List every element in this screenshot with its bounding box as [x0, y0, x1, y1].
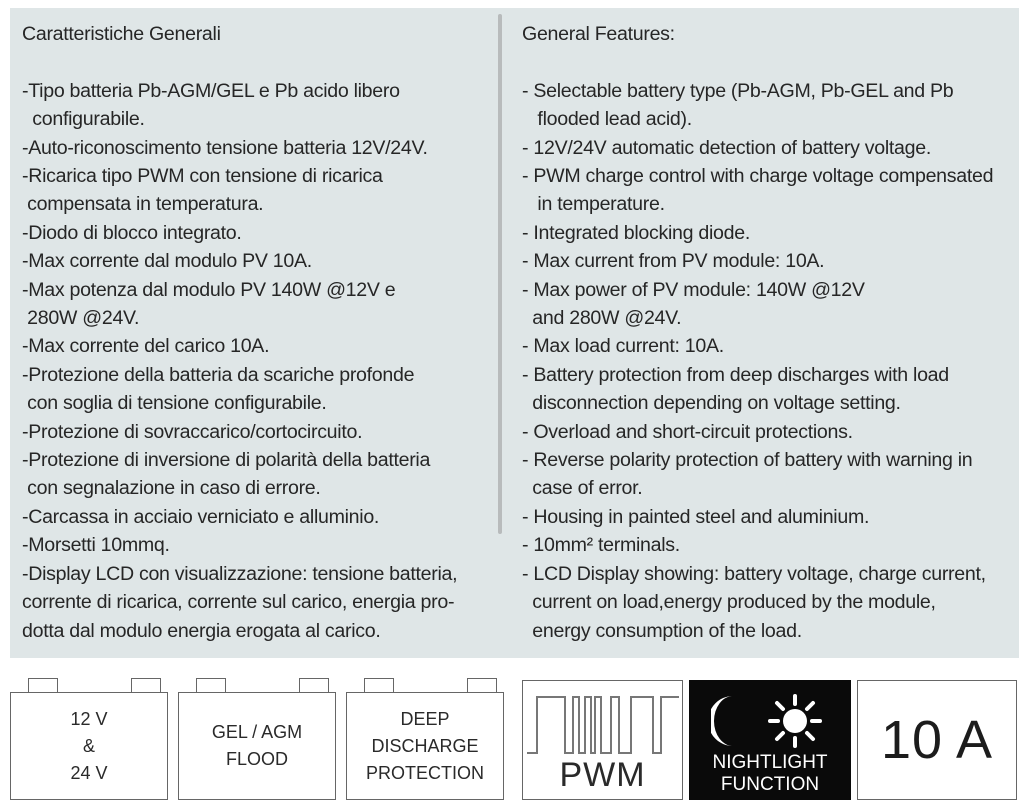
features-panel — [10, 8, 1019, 658]
english-line: flooded lead acid). — [522, 108, 692, 131]
italian-title: Caratteristiche Generali — [22, 23, 221, 45]
english-line: - 12V/24V automatic detection of battery voltage. — [522, 136, 931, 159]
english-line: - Max load current: 10A. — [522, 335, 724, 358]
italian-line: -Protezione di inversione di polarità della batteria — [22, 449, 431, 472]
voltage-label: 12 V & 24 V — [70, 708, 108, 783]
italian-features — [22, 20, 492, 645]
column-divider — [498, 14, 502, 534]
english-line: - 10mm² terminals. — [522, 534, 680, 557]
italian-line: -Protezione di sovraccarico/cortocircuito. — [22, 420, 363, 443]
italian-line: -Ricarica tipo PWM con tensione di ricarica — [22, 165, 383, 188]
italian-line: -Tipo batteria Pb-AGM/GEL e Pb acido libero — [22, 79, 400, 102]
italian-line: -Display LCD con visualizzazione: tensione batteria, — [22, 562, 458, 585]
pwm-waveform-icon — [527, 693, 679, 755]
deep-discharge-icon — [346, 692, 504, 800]
english-line: in temperature. — [522, 193, 665, 216]
moon-sun-icon — [711, 694, 829, 748]
english-features — [522, 20, 1014, 645]
english-line: current on load,energy produced by the module, — [522, 591, 936, 614]
italian-line: con segnalazione in caso di errore. — [22, 477, 321, 500]
english-line: case of error. — [522, 477, 643, 500]
italian-line: -Max corrente dal modulo PV 10A. — [22, 250, 312, 273]
english-line: - Overload and short-circuit protections. — [522, 420, 853, 443]
english-line: - LCD Display showing: battery voltage, charge current, — [522, 562, 986, 585]
italian-line: corrente di ricarica, corrente sul carico, energia pro- — [22, 591, 455, 614]
italian-line: -Morsetti 10mmq. — [22, 534, 170, 557]
pwm-label: PWM — [559, 756, 646, 794]
italian-line: con soglia di tensione configurabile. — [22, 392, 327, 415]
pwm-icon — [522, 680, 683, 800]
english-line: - Reverse polarity protection of battery with warning in — [522, 449, 973, 472]
english-line: - Battery protection from deep discharges with load — [522, 363, 949, 386]
english-line: - PWM charge control with charge voltage compensated — [522, 165, 994, 188]
italian-line: -Protezione della batteria da scariche profonde — [22, 363, 415, 386]
italian-line: -Max potenza dal modulo PV 140W @12V e — [22, 278, 396, 301]
english-line: - Integrated blocking diode. — [522, 221, 750, 244]
battery-terminal-icon — [196, 678, 226, 693]
english-line: and 280W @24V. — [522, 307, 682, 330]
english-line: - Selectable battery type (Pb-AGM, Pb-GEL and Pb — [522, 79, 954, 102]
nightlight-icon — [689, 680, 851, 800]
deep-discharge-label: DEEP DISCHARGE PROTECTION — [365, 708, 484, 783]
battery-terminal-icon — [467, 678, 497, 693]
battery-type-label: GEL / AGM FLOOD — [211, 722, 303, 769]
voltage-battery-icon — [10, 692, 168, 800]
english-line: energy consumption of the load. — [522, 619, 802, 642]
battery-terminal-icon — [28, 678, 58, 693]
battery-terminal-icon — [299, 678, 329, 693]
english-line: - Max current from PV module: 10A. — [522, 250, 825, 273]
italian-line: -Auto-riconoscimento tensione batteria 12V/24V. — [22, 136, 428, 159]
english-line: - Max power of PV module: 140W @12V — [522, 278, 865, 301]
italian-line: configurabile. — [22, 108, 145, 131]
english-line: - Housing in painted steel and aluminium. — [522, 505, 870, 528]
battery-terminal-icon — [131, 678, 161, 693]
current-rating-label: 10 A — [880, 710, 994, 770]
nightlight-label: NIGHTLIGHT FUNCTION — [712, 752, 828, 795]
feature-icons-row — [0, 662, 1033, 806]
italian-line: compensata in temperatura. — [22, 193, 264, 216]
battery-type-icon — [178, 692, 336, 800]
battery-terminal-icon — [364, 678, 394, 693]
italian-line: -Carcassa in acciaio verniciato e alluminio. — [22, 505, 380, 528]
english-title: General Features: — [522, 23, 675, 45]
english-line: disconnection depending on voltage setting. — [522, 392, 901, 415]
current-rating-icon — [857, 680, 1017, 800]
italian-line: 280W @24V. — [22, 307, 140, 330]
italian-line: -Diodo di blocco integrato. — [22, 221, 242, 244]
italian-line: -Max corrente del carico 10A. — [22, 335, 270, 358]
italian-line: dotta dal modulo energia erogata al carico. — [22, 619, 381, 642]
